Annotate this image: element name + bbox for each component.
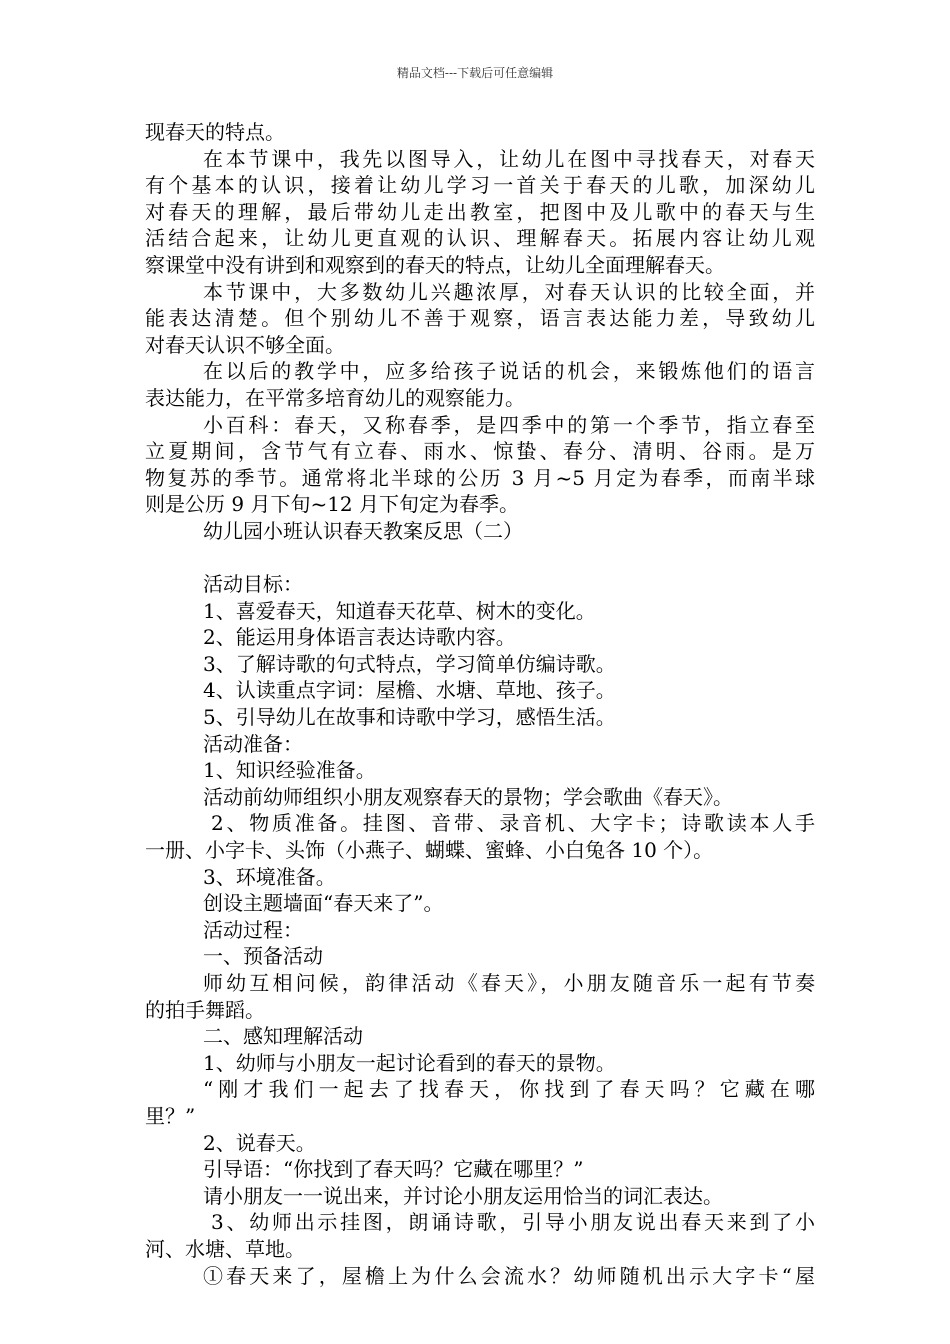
text-line: 4、认读重点字词：屋檐、水塘、草地、孩子。 bbox=[203, 678, 616, 703]
text-line: 活动过程： bbox=[203, 917, 303, 942]
text-line: 2、物质准备。挂图、音带、录音机、大字卡；诗歌读本人手 bbox=[211, 811, 815, 836]
text-line: 现春天的特点。 bbox=[145, 120, 285, 144]
text-line: 1、知识经验准备。 bbox=[203, 758, 376, 783]
text-line: 则是公历 9 月下旬~12 月下旬定为春季。 bbox=[145, 492, 520, 517]
text-line: 3、了解诗歌的句式特点，学习简单仿编诗歌。 bbox=[203, 651, 616, 676]
text-line: 请小朋友一一说出来，并讨论小朋友运用恰当的词汇表达。 bbox=[203, 1183, 723, 1208]
text-line: 3、幼师出示挂图，朗诵诗歌，引导小朋友说出春天来到了小 bbox=[211, 1210, 815, 1235]
text-line: 对春天认识不够全面。 bbox=[145, 332, 345, 357]
text-line: 师幼互相问候，韵律活动《春天》，小朋友随音乐一起有节奏 bbox=[203, 971, 815, 995]
text-line: 活动前幼师组织小朋友观察春天的景物；学会歌曲《春天》。 bbox=[203, 784, 733, 809]
text-line: 引导语：“你找到了春天吗？它藏在哪里？” bbox=[203, 1157, 584, 1182]
text-line: 5、引导幼儿在故事和诗歌中学习，感悟生活。 bbox=[203, 705, 616, 730]
text-line: 一、预备活动 bbox=[203, 944, 323, 969]
text-line: 3、环境准备。 bbox=[203, 864, 336, 889]
text-line: 二、感知理解活动 bbox=[203, 1024, 363, 1049]
text-line: 1、喜爱春天，知道春天花草、树木的变化。 bbox=[203, 598, 596, 623]
page-header: 精品文档---下载后可任意编辑 bbox=[396, 66, 554, 80]
text-line: 的拍手舞蹈。 bbox=[145, 997, 265, 1022]
text-line: 一册、小字卡、头饰（小燕子、蝴蝶、蜜蜂、小白兔各 10 个）。 bbox=[145, 838, 714, 863]
text-line: 本节课中，大多数幼儿兴趣浓厚，对春天认识的比较全面，并 bbox=[203, 279, 815, 304]
text-line: 河、水塘、草地。 bbox=[145, 1236, 305, 1261]
text-line: 察课堂中没有讲到和观察到的春天的特点，让幼儿全面理解春天。 bbox=[145, 252, 725, 277]
text-line: 表达能力，在平常多培育幼儿的观察能力。 bbox=[145, 385, 525, 410]
text-line: 在本节课中，我先以图导入，让幼儿在图中寻找春天，对春天 bbox=[203, 146, 815, 171]
text-line: 活动目标： bbox=[203, 572, 303, 597]
text-line: 创设主题墙面“春天来了”。 bbox=[203, 891, 444, 916]
section-title: 幼儿园小班认识春天教案反思（二） bbox=[203, 518, 523, 543]
text-line: 对春天的理解，最后带幼儿走出教室，把图中及儿歌中的春天与生 bbox=[145, 199, 815, 224]
text-line: ①春天来了，屋檐上为什么会流水？幼师随机出示大字卡“屋 bbox=[203, 1263, 815, 1288]
text-line: 物复苏的季节。通常将北半球的公历 3 月~5 月定为春季，而南半球 bbox=[145, 465, 815, 490]
text-line: 活结合起来，让幼儿更直观的认识、理解春天。拓展内容让幼儿观 bbox=[145, 226, 815, 251]
text-line: 1、幼师与小朋友一起讨论看到的春天的景物。 bbox=[203, 1050, 616, 1075]
document-body bbox=[145, 119, 815, 1289]
text-line: “刚才我们一起去了找春天，你找到了春天吗？它藏在哪 bbox=[203, 1077, 815, 1102]
text-line: 小百科：春天，又称春季，是四季中的第一个季节，指立春至 bbox=[203, 412, 815, 437]
text-line: 活动准备： bbox=[203, 731, 303, 756]
text-line: 立夏期间，含节气有立春、雨水、惊蛰、春分、清明、谷雨。是万 bbox=[145, 439, 815, 464]
blank-line bbox=[145, 545, 815, 572]
text-line: 在以后的教学中，应多给孩子说话的机会，来锻炼他们的语言 bbox=[203, 359, 815, 384]
text-line: 有个基本的认识，接着让幼儿学习一首关于春天的儿歌，加深幼儿 bbox=[145, 173, 815, 198]
text-line: 能表达清楚。但个别幼儿不善于观察，语言表达能力差，导致幼儿 bbox=[145, 306, 815, 331]
text-line: 2、能运用身体语言表达诗歌内容。 bbox=[203, 625, 516, 650]
text-line: 里？” bbox=[145, 1103, 196, 1128]
text-line: 2、说春天。 bbox=[203, 1130, 316, 1155]
